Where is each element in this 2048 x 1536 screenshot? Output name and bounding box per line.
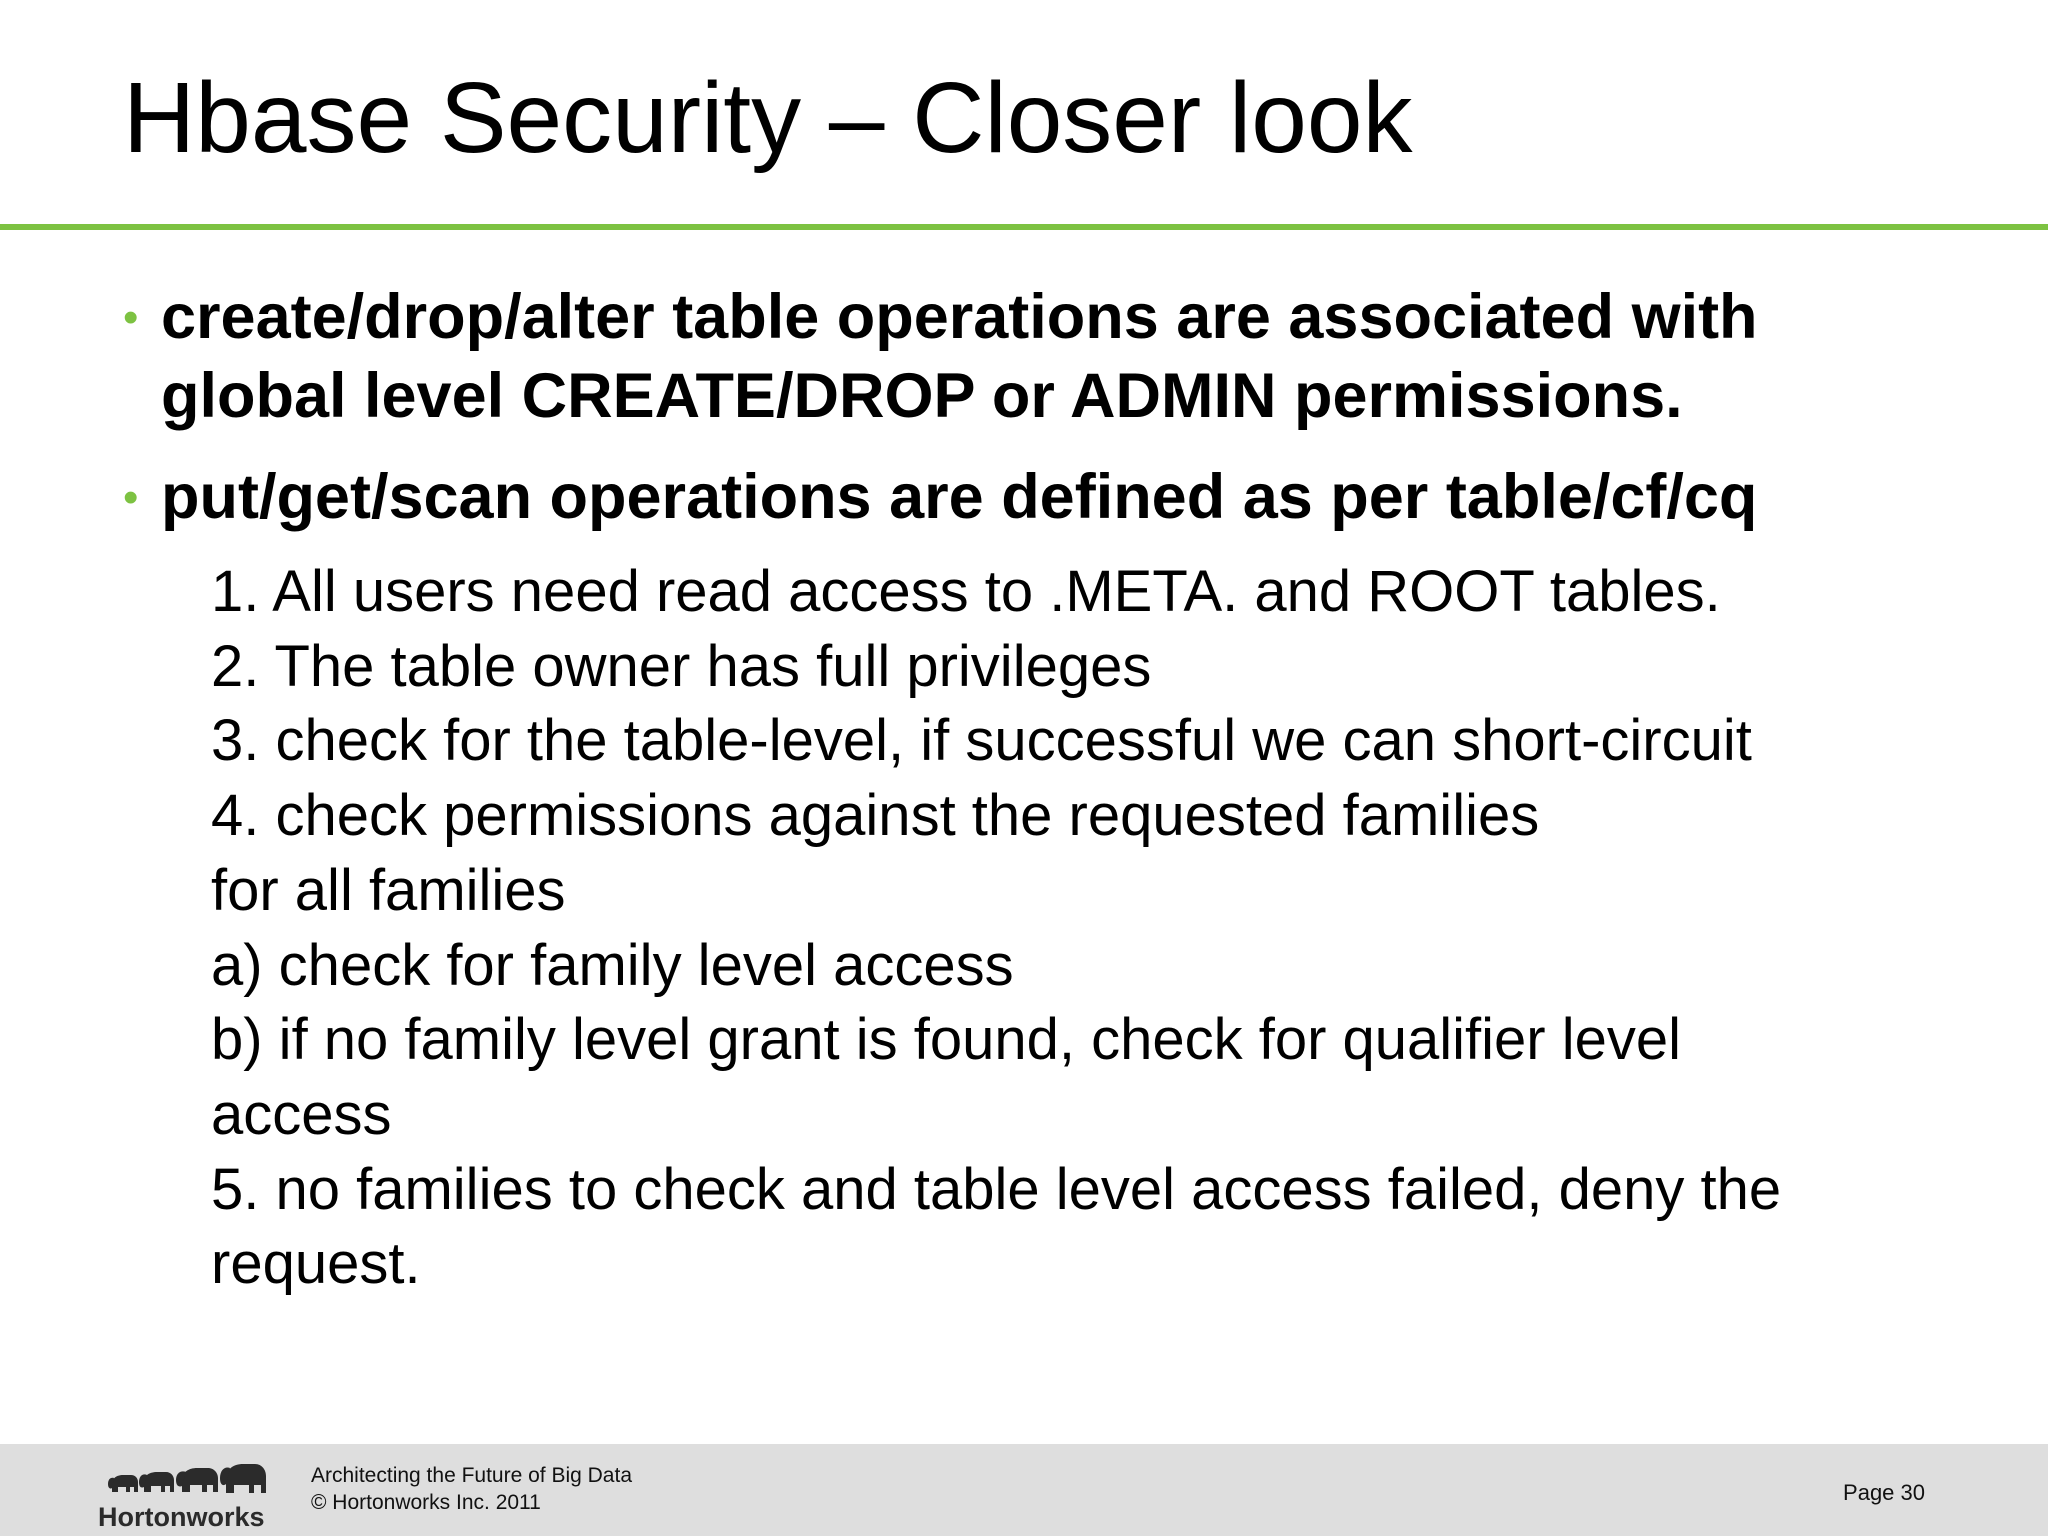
sub-line: access bbox=[211, 1081, 392, 1147]
hortonworks-logo bbox=[98, 1462, 268, 1532]
sub-line: 1. All users need read access to .META. and ROOT tables. bbox=[211, 559, 1721, 624]
sub-line: 5. no families to check and table level access failed, deny the bbox=[211, 1156, 1782, 1222]
sub-line: 3. check for the table-level, if successful we can short-circuit bbox=[211, 708, 1752, 774]
sub-line: 4. check permissions against the requested families bbox=[211, 783, 1540, 849]
sub-line: a) check for family level access bbox=[211, 932, 1014, 998]
page-number: Page 30 bbox=[1843, 1480, 1925, 1505]
bullet-line: put/get/scan operations are defined as per table/cf/cq bbox=[161, 462, 1758, 532]
bullet-item bbox=[123, 278, 2003, 436]
sub-line: b) if no family level grant is found, check for qualifier level bbox=[211, 1007, 1682, 1073]
sub-line: 2. The table owner has full privileges bbox=[211, 633, 1152, 699]
footer-text bbox=[311, 1462, 632, 1516]
sub-line: request. bbox=[211, 1231, 421, 1297]
footer-copyright: © Hortonworks Inc. 2011 bbox=[311, 1491, 541, 1514]
bullet-dot-icon: • bbox=[123, 473, 139, 522]
title-divider bbox=[0, 224, 2048, 230]
elephants-icon bbox=[98, 1462, 268, 1502]
sub-line: for all families bbox=[211, 857, 566, 923]
footer-tagline: Architecting the Future of Big Data bbox=[311, 1464, 632, 1487]
bullet-list bbox=[123, 278, 2003, 537]
bullet-line: global level CREATE/DROP or ADMIN permissions. bbox=[161, 361, 1683, 431]
sub-list bbox=[211, 555, 2011, 1302]
logo-wordmark: Hortonworks bbox=[98, 1502, 265, 1532]
bullet-dot-icon: • bbox=[123, 293, 139, 342]
bullet-item bbox=[123, 458, 2003, 537]
slide-footer bbox=[0, 1444, 2048, 1536]
bullet-line: create/drop/alter table operations are associated with bbox=[161, 282, 1758, 352]
slide-title: Hbase Security – Closer look bbox=[123, 62, 1413, 174]
